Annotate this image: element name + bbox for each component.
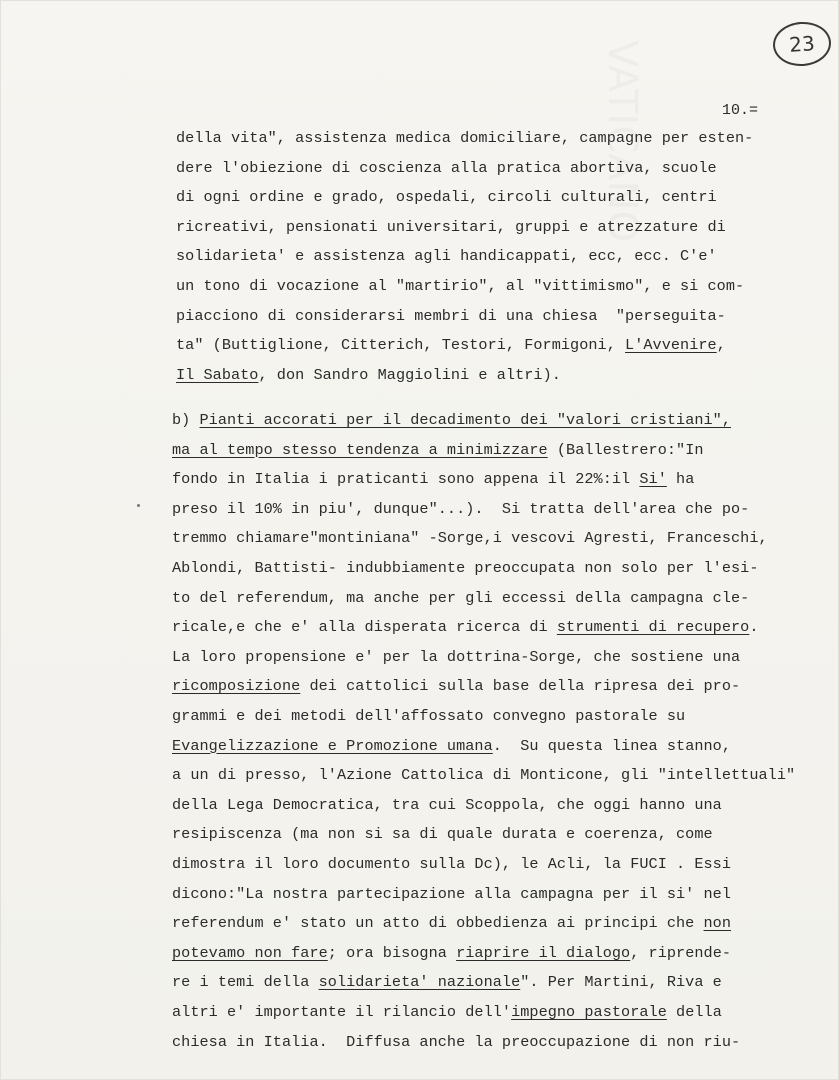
- text-line: Evangelizzazione e Promozione umana. Su questa linea stanno,: [172, 736, 732, 755]
- text-line: ricale,e che e' alla disperata ricerca di strumenti di recupero.: [172, 618, 759, 637]
- text-line: potevamo non fare; ora bisogna riaprire il dialogo, riprende-: [172, 943, 732, 962]
- text-line: resipiscenza (ma non si sa di quale durata e coerenza, come: [172, 825, 713, 844]
- text-line: di ogni ordine e grado, ospedali, circoli culturali, centri: [176, 188, 717, 207]
- text-line: La loro propensione e' per la dottrina-Sorge, che sostiene una: [172, 647, 741, 666]
- text-line: ta" (Buttiglione, Citterich, Testori, Formigoni, L'Avvenire,: [176, 336, 726, 355]
- text-line: chiesa in Italia. Diffusa anche la preoccupazione di non riu-: [172, 1032, 741, 1051]
- text-line: dimostra il loro documento sulla Dc), le Acli, la FUCI . Essi: [172, 855, 732, 873]
- margin-mark: [137, 504, 140, 507]
- text-line: Il Sabato, don Sandro Maggiolini e altri).: [176, 365, 561, 384]
- text-line: re i temi della solidarieta' nazionale". Per Martini, Riva e: [172, 973, 722, 992]
- text-line: ricomposizione dei cattolici sulla base della ripresa dei pro-: [172, 677, 741, 696]
- text-line: referendum e' stato un atto di obbedienza ai principi che non: [172, 914, 732, 933]
- text-line: un tono di vocazione al "martirio", al "vittimismo", e si com-: [176, 277, 745, 295]
- text-line: tremmo chiamare"montiniana" -Sorge,i vescovi Agresti, Franceschi,: [172, 529, 768, 548]
- text-line: fondo in Italia i praticanti sono appena il 22%:il Si' ha: [172, 470, 695, 489]
- text-line: preso il 10% in piu', dunque"...). Si tratta dell'area che po-: [172, 499, 750, 518]
- text-line: ma al tempo stesso tendenza a minimizzare (Ballestrero:"In: [172, 440, 704, 459]
- text-line: to del referendum, ma anche per gli eccessi della campagna cle-: [172, 588, 750, 607]
- text-line: della vita", assistenza medica domiciliare, campagne per esten-: [176, 129, 754, 147]
- page-number: 10.=: [722, 102, 759, 119]
- text-line: b) Pianti accorati per il decadimento dei "valori cristiani",: [172, 411, 732, 429]
- text-line: altri e' importante il rilancio dell'impegno pastorale della: [172, 1003, 722, 1021]
- text-line: piacciono di considerarsi membri di una chiesa "perseguita-: [176, 306, 726, 325]
- text-line: Ablondi, Battisti- indubbiamente preoccupata non solo per l'esi-: [172, 559, 759, 577]
- text-line: a un di presso, l'Azione Cattolica di Monticone, gli "intellettuali": [172, 766, 796, 785]
- text-line: ricreativi, pensionati universitari, gruppi e atrezzature di: [176, 217, 726, 236]
- page-stamp: 23: [772, 20, 833, 68]
- text-line: dere l'obiezione di coscienza alla pratica abortiva, scuole: [176, 158, 717, 177]
- text-line: solidarieta' e assistenza agli handicappati, ecc, ecc. C'e': [176, 247, 717, 266]
- text-line: dicono:"La nostra partecipazione alla campagna per il si' nel: [172, 884, 732, 903]
- watermark: VATICANO: [599, 40, 645, 242]
- text-line: della Lega Democratica, tra cui Scoppola, che oggi hanno una: [172, 795, 722, 814]
- text-line: grammi e dei metodi dell'affossato convegno pastorale su: [172, 707, 686, 725]
